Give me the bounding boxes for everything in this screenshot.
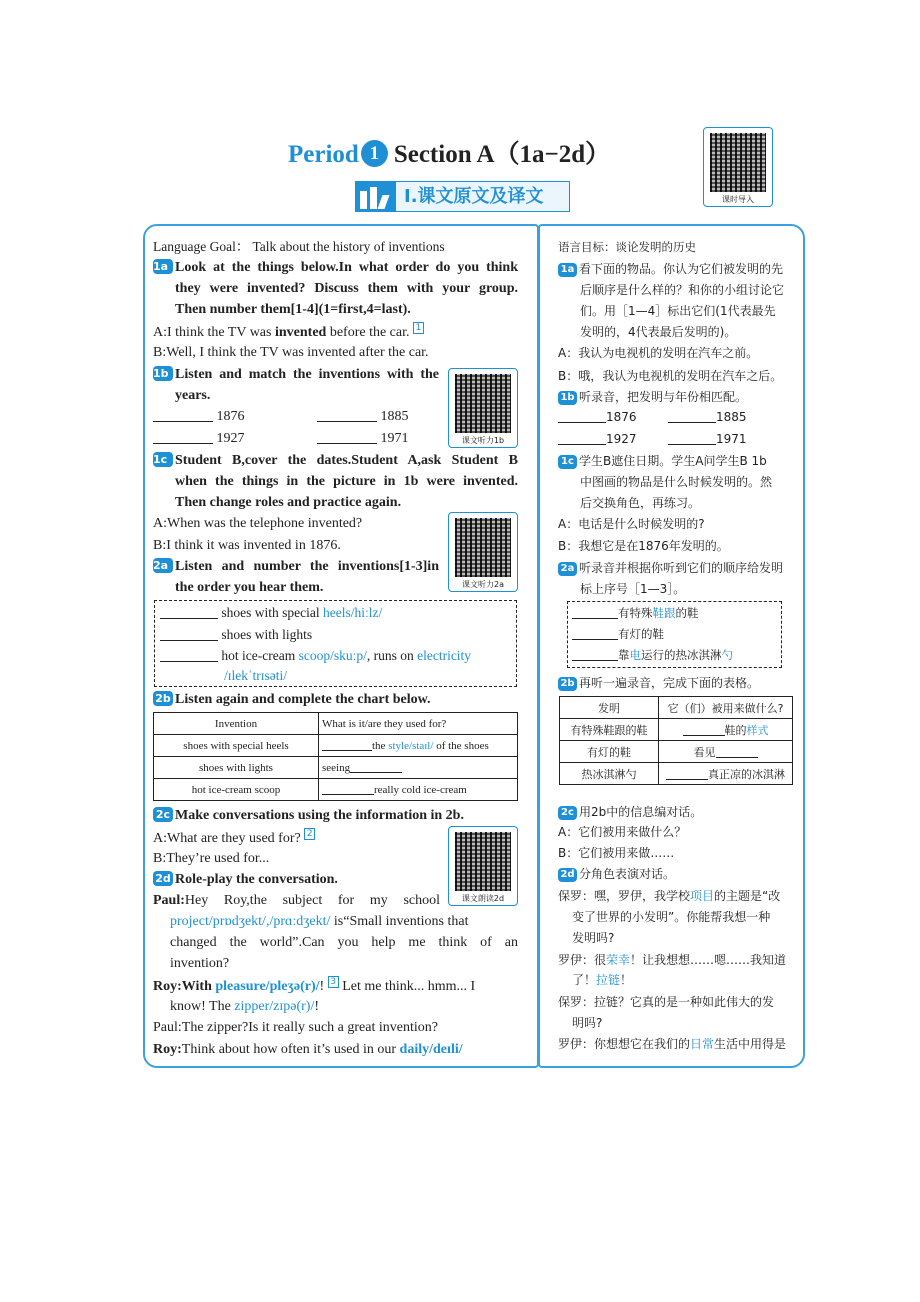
- right-dialog-a1: A：我认为电视机的发明在汽车之前。: [558, 346, 759, 360]
- right-1b-line1: 1b 听录音，把发明与年份相匹配。: [558, 387, 747, 408]
- dialog-a3: A:What are they used for? 2: [153, 828, 315, 849]
- answer-blank[interactable]: [317, 407, 377, 422]
- paul-line-4: invention?: [170, 956, 230, 971]
- table-row: 有特殊鞋跟的鞋 鞋的样式: [560, 719, 793, 741]
- paul-line-5: Paul:The zipper?Is it really such a great invention?: [153, 1020, 438, 1035]
- answer-blank[interactable]: [666, 768, 708, 780]
- qr-caption: 课时导入: [722, 195, 754, 204]
- box-item-1: shoes with special heels/hiːlz/: [160, 603, 382, 623]
- title-section: Section A: [393, 141, 495, 168]
- badge-2a: 2a: [558, 562, 577, 576]
- answer-blank[interactable]: [160, 647, 218, 662]
- qr-code-1b[interactable]: [448, 368, 518, 448]
- right-roy-line-3: 罗伊：你想想它在我们的日常生活中用得是: [558, 1037, 787, 1051]
- right-1a-line1: 1a 看下面的物品。你认为它们被发明的先: [558, 259, 783, 280]
- qr-code-intro[interactable]: [703, 127, 773, 207]
- answer-blank[interactable]: [322, 783, 374, 795]
- chart-header-row: [154, 713, 518, 735]
- badge-2c: 2c: [558, 806, 577, 820]
- language-goal: Language Goal： Talk about the history of inventions: [153, 239, 445, 254]
- match-row-2b: 1971: [317, 429, 409, 449]
- dialog-b1: B:Well, I think the TV was invented after the car.: [153, 345, 429, 360]
- answer-blank[interactable]: [668, 408, 716, 423]
- right-1c-line1: 1c 学生B遮住日期。学生A问学生B 1b: [558, 451, 767, 472]
- qr-code-icon: [455, 374, 511, 433]
- match-row-1: 1876: [153, 407, 245, 427]
- dialog-a1: A:I think the TV was invented before the car. 1: [153, 322, 424, 343]
- right-1c-line2: 中图画的物品是什么时候发明的。然: [580, 475, 773, 489]
- right-2d-line1: 2d 分角色表演对话。: [558, 864, 675, 885]
- right-dialog-b1: B：哦，我认为电视机的发明在汽车之后。: [558, 369, 783, 383]
- badge-1c: 1c: [558, 455, 577, 469]
- section-2d-instruction: 2d Role-play the conversation.: [153, 870, 338, 890]
- answer-blank[interactable]: [160, 626, 218, 641]
- title-range: （1a−2d）: [494, 141, 611, 168]
- right-2a-line1: 2a 听录音并根据你听到它们的顺序给发明: [558, 558, 783, 579]
- footnote-1[interactable]: 1: [413, 322, 424, 334]
- qr-code-icon: [455, 832, 511, 891]
- badge-1a: 1a: [153, 259, 173, 274]
- right-1a-line4: 发明的，4代表最后发明的)。: [580, 325, 737, 339]
- right-paul-line-4: 保罗：拉链？它真的是一种如此伟大的发: [558, 995, 775, 1009]
- box-item-3-line2: /ɪlekˈtrɪsəti/: [224, 668, 287, 683]
- answer-blank[interactable]: [558, 408, 606, 423]
- roy-line-1: Roy:With pleasure/pleʒə(r)/! 3 Let me think... hmm... I: [153, 977, 476, 994]
- right-match-row-1: 1876: [558, 407, 637, 428]
- right-paul-line-2: 变了世界的小发明”。你能帮我想一种: [572, 910, 771, 924]
- footnote-2[interactable]: 2: [304, 828, 315, 840]
- right-match-row-2b: 1971: [668, 429, 747, 450]
- section-1c-line3: Then change roles and practice again.: [175, 495, 402, 510]
- right-1a-line2: 后顺序是什么样的？和你的小组讨论它: [580, 283, 785, 297]
- right-inventions-chart: [559, 696, 793, 785]
- badge-1c: 1c: [153, 452, 173, 467]
- badge-1a: 1a: [558, 263, 577, 277]
- right-paul-line-1: 保罗：嘿，罗伊，我学校项目的主题是“改: [558, 889, 781, 903]
- match-row-2: 1927: [153, 429, 245, 449]
- answer-blank[interactable]: [572, 625, 618, 640]
- dialog-a2: A:When was the telephone invented?: [153, 516, 363, 531]
- answer-blank[interactable]: [322, 739, 372, 751]
- qr-code-icon: [710, 133, 766, 192]
- right-box-item-3: 靠电运行的热冰淇淋勺: [572, 645, 733, 666]
- right-dialog-b2: B：我想它是在1876年发明的。: [558, 539, 729, 553]
- right-box-item-1: 有特殊鞋跟的鞋: [572, 603, 699, 624]
- table-row: shoes with lights seeing: [154, 757, 518, 779]
- answer-blank[interactable]: [558, 430, 606, 445]
- badge-2d: 2d: [153, 871, 173, 886]
- section-1a-line2: they were invented? Discuss them with your group.: [175, 281, 518, 296]
- answer-blank[interactable]: [317, 429, 377, 444]
- right-roy-line-1: 罗伊：很荣幸！让我想想……嗯……我知道: [558, 953, 787, 967]
- right-dialog-a3: A：它们被用来做什么？: [558, 825, 687, 839]
- table-row: 热冰淇淋勺 真正凉的冰淇淋: [560, 763, 793, 785]
- qr-code-2a[interactable]: [448, 512, 518, 592]
- answer-blank[interactable]: [716, 746, 758, 758]
- chart-header-row: 发明 它（们）被用来做什么?: [560, 697, 793, 719]
- dialog-b3: B:They’re used for...: [153, 851, 270, 866]
- chart-header-use: What is it/are they used for?: [319, 713, 518, 735]
- qr-caption: 课文听力1b: [461, 436, 505, 445]
- qr-code-icon: [455, 518, 511, 577]
- inventions-chart: [153, 712, 518, 801]
- match-row-1b: 1885: [317, 407, 409, 427]
- right-match-row-2: 1927: [558, 429, 637, 450]
- right-2a-line2: 标上序号［1—3］。: [580, 582, 686, 596]
- badge-2b: 2b: [153, 691, 173, 706]
- right-match-row-1b: 1885: [668, 407, 747, 428]
- section-1c-instruction: 1c Student B,cover the dates.Student A,ask Student B: [153, 453, 518, 468]
- box-item-2: shoes with lights: [160, 625, 312, 645]
- footnote-3[interactable]: 3: [328, 976, 339, 988]
- answer-blank[interactable]: [153, 407, 213, 422]
- section-2a-instruction: 2a Listen and number the inventions[1-3]in: [153, 559, 439, 574]
- table-row: hot ice-cream scoop really cold ice-cream: [154, 779, 518, 801]
- right-1a-line3: 们。用［1—4］标出它们(1代表最先: [580, 304, 776, 318]
- badge-2b: 2b: [558, 677, 577, 691]
- right-dialog-b3: B：它们被用来做……: [558, 846, 675, 860]
- right-dialog-a2: A：电话是什么时候发明的?: [558, 517, 705, 531]
- banner-label: Ⅰ.课文原文及译文: [395, 181, 570, 212]
- right-2c-line1: 2c 用2b中的信息编对话。: [558, 802, 702, 823]
- title-period: Period: [288, 141, 359, 168]
- section-1a-instruction: 1a Look at the things below.In what order do you think: [153, 260, 518, 275]
- qr-caption: 课文听力2a: [462, 580, 504, 589]
- chart-header-invention: Invention: [154, 713, 319, 735]
- section-banner: [355, 181, 562, 212]
- box-item-3: hot ice-cream scoop/skuːp/, runs on electricity: [160, 646, 471, 666]
- roy-line-2: know! The zipper/zɪpə(r)/!: [170, 999, 320, 1014]
- section-2b-instruction: 2b Listen again and complete the chart below.: [153, 690, 431, 710]
- table-row: shoes with special heels the style/staɪl/ of the shoes: [154, 735, 518, 757]
- right-paul-line-5: 明吗?: [572, 1016, 603, 1030]
- right-1c-line3: 后交换角色，再练习。: [580, 496, 701, 510]
- answer-blank[interactable]: [572, 646, 618, 661]
- right-paul-line-3: 发明吗?: [572, 931, 615, 945]
- badge-2c: 2c: [153, 807, 173, 822]
- badge-2d: 2d: [558, 868, 577, 882]
- right-2b-line1: 2b 再听一遍录音，完成下面的表格。: [558, 673, 759, 694]
- table-row: 有灯的鞋 看见: [560, 741, 793, 763]
- section-1a-line3: Then number them[1-4](1=first,4=last).: [175, 302, 411, 317]
- right-language-goal: 语言目标：谈论发明的历史: [558, 240, 696, 254]
- qr-code-2d[interactable]: [448, 826, 518, 906]
- badge-1b: 1b: [558, 391, 577, 405]
- answer-blank[interactable]: [350, 761, 402, 773]
- section-2c-instruction: 2c Make conversations using the information in 2b.: [153, 806, 464, 826]
- answer-blank[interactable]: [668, 430, 716, 445]
- period-number-badge: 1: [361, 140, 388, 167]
- qr-caption: 课文朗读2d: [461, 894, 505, 903]
- right-box-item-2: 有灯的鞋: [572, 624, 664, 645]
- paul-line-1: Paul:Hey Roy,the subject for my school: [153, 893, 440, 908]
- paul-line-2: project/prɒdʒekt/,/prɑːdʒekt/ is“Small inventions that: [170, 914, 469, 929]
- section-2a-line2: the order you hear them.: [175, 580, 324, 595]
- answer-blank[interactable]: [572, 604, 618, 619]
- badge-1b: 1b: [153, 366, 173, 381]
- dialog-b2: B:I think it was invented in 1876.: [153, 538, 341, 553]
- answer-blank[interactable]: [160, 604, 218, 619]
- badge-2a: 2a: [153, 558, 173, 573]
- answer-blank[interactable]: [153, 429, 213, 444]
- roy-line-3: Roy:Think about how often it’s used in our daily/deɪli/: [153, 1042, 463, 1057]
- section-1b-line2: years.: [175, 388, 211, 403]
- book-icon: [355, 181, 395, 212]
- answer-blank[interactable]: [683, 724, 725, 736]
- section-1b-instruction: 1b Listen and match the inventions with the: [153, 367, 439, 382]
- right-roy-line-2: 了！拉链！: [572, 973, 633, 987]
- paul-line-3: changed the world”.Can you help me think of an: [170, 935, 518, 950]
- section-1c-line2: when the things in the picture in 1b were invented.: [175, 474, 518, 489]
- page-title: [288, 134, 610, 170]
